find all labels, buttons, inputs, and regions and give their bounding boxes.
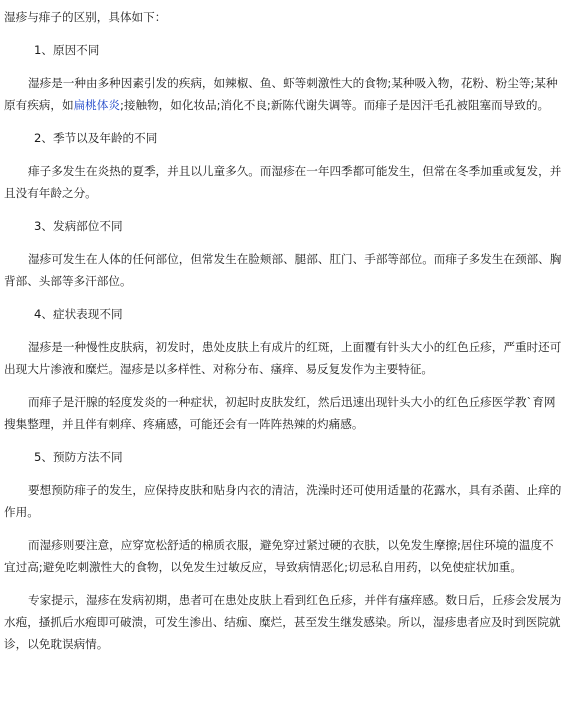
- symptoms-paragraph-miliaria: 而痱子是汗腺的轻度发炎的一种症状，初起时皮肤发红，然后迅速出现针头大小的红色丘疹医学教`育网搜集整理，并且伴有刺痒、疼痛感，可能还会有一阵阵热辣的灼痛感。: [4, 395, 556, 431]
- causes-text-before-link: 湿疹是一种由多种因素引发的疾病，如辣椒、鱼、虾等刺激性大的食物;某种吸入物，花粉、粉尘等;某种原有疾病，如: [4, 76, 558, 112]
- tonsillitis-link[interactable]: 扁桃体炎: [73, 98, 120, 112]
- section-heading-season-age: 2、季节以及年龄的不同: [34, 131, 158, 145]
- prevention-paragraph-eczema: 而湿疹则要注意，应穿宽松舒适的棉质衣服，避免穿过紧过硬的衣肤，以免发生摩擦;居住环境的温度不宜过高;避免吃刺激性大的食物，以免发生过敏反应，导致病情恶化;切忌私自用药，以免使症状加重。: [4, 538, 554, 574]
- causes-text-after-link: ;接触物，如化妆品;消化不良;新陈代谢失调等。而痱子是因汗毛孔被阻塞而导致的。: [119, 98, 550, 112]
- section-heading-prevention: 5、预防方法不同: [34, 450, 123, 464]
- causes-paragraph: [4, 72, 562, 116]
- prevention-paragraph-miliaria: 要想预防痱子的发生，应保持皮肤和贴身内衣的清洁，洗澡时还可使用适量的花露水，具有杀菌、止痒的作用。: [4, 483, 562, 519]
- section-heading-symptoms: 4、症状表现不同: [34, 307, 123, 321]
- section-heading-location: 3、发病部位不同: [34, 219, 123, 233]
- symptoms-paragraph-eczema: 湿疹是一种慢性皮肤病，初发时，患处皮肤上有成片的红斑，上面覆有针头大小的红色丘疹，严重时还可出现大片渗液和糜烂。湿疹是以多样性、对称分布、瘙痒、易反复发作为主要特征。: [4, 340, 562, 376]
- location-paragraph: 湿疹可发生在人体的任何部位，但常发生在脸颊部、腿部、肛门、手部等部位。而痱子多发生在颈部、胸背部、头部等多汗部位。: [4, 252, 562, 288]
- section-heading-causes: 1、原因不同: [34, 43, 100, 57]
- season-age-paragraph: 痱子多发生在炎热的夏季，并且以儿童多久。而湿疹在一年四季都可能发生，但常在冬季加重或复发，并且没有年龄之分。: [4, 164, 562, 200]
- article-intro: 湿疹与痱子的区别，具体如下：: [4, 10, 167, 24]
- expert-tip-paragraph: 专家提示，湿疹在发病初期，患者可在患处皮肤上看到红色丘疹，并伴有瘙痒感。数日后，丘疹会发展为水疱，搔抓后水疱即可破溃，可发生渗出、结痂、糜烂，甚至发生继发感染。所以，湿疹患者应及时到医院就诊，以免耽误病情。: [4, 593, 562, 651]
